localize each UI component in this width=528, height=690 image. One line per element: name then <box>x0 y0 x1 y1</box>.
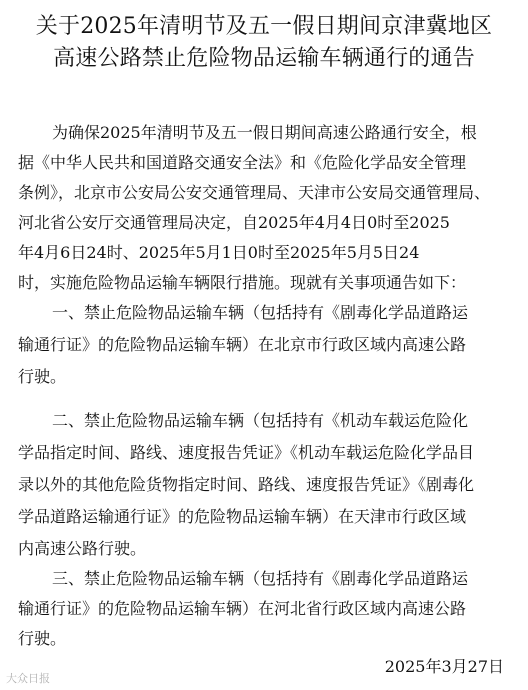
item2-line-1: 二、禁止危险物品运输车辆（包括持有《机动车载运危险化 <box>52 411 469 430</box>
intro-line-3: 条例》，北京市公安局公安交通管理局、天津市公安局交通管理局、 <box>18 183 491 202</box>
watermark-logo: 大众日报 <box>6 672 50 685</box>
intro-line-2: 据《中华人民共和国道路交通安全法》和《危险化学品安全管理 <box>18 153 467 172</box>
item3-line-3: 行驶。 <box>18 629 67 648</box>
item2-line-4: 学品道路运输通行证》的危险物品运输车辆）在天津市行政区域 <box>18 507 467 526</box>
item2-line-3: 录以外的其他危险货物指定时间、路线、速度报告凭证》《剧毒化 <box>18 475 475 494</box>
intro-line-1: 为确保2025年清明节及五一假日期间高速公路通行安全，根 <box>52 123 477 142</box>
item1-line-3: 行驶。 <box>18 367 67 386</box>
intro-line-5: 年4月6日24时、2025年5月1日0时至2025年5月5日24 <box>18 243 420 262</box>
item1-line-1: 一、禁止危险物品运输车辆（包括持有《剧毒化学品道路运 <box>52 303 469 322</box>
intro-line-6: 时，实施危险物品运输车辆限行措施。现就有关事项通告如下： <box>18 273 467 292</box>
title-line-1: 关于2025年清明节及五一假日期间京津冀地区 <box>35 14 493 39</box>
item1-line-2: 输通行证》的危险物品运输车辆）在北京市行政区域内高速公路 <box>18 335 467 354</box>
issue-date: 2025年3月27日 <box>384 657 504 676</box>
item3-line-1: 三、禁止危险物品运输车辆（包括持有《剧毒化学品道路运 <box>52 569 469 588</box>
item2-line-5: 内高速公路行驶。 <box>18 539 147 558</box>
intro-line-4: 河北省公安厅交通管理局决定，自2025年4月4日0时至2025 <box>18 213 450 232</box>
title-line-2: 高速公路禁止危险物品运输车辆通行的通告 <box>53 46 475 71</box>
item2-line-2: 学品指定时间、路线、速度报告凭证》《机动车载运危险化学品目 <box>18 443 475 462</box>
item3-line-2: 输通行证》的危险物品运输车辆）在河北省行政区域内高速公路 <box>18 599 467 618</box>
